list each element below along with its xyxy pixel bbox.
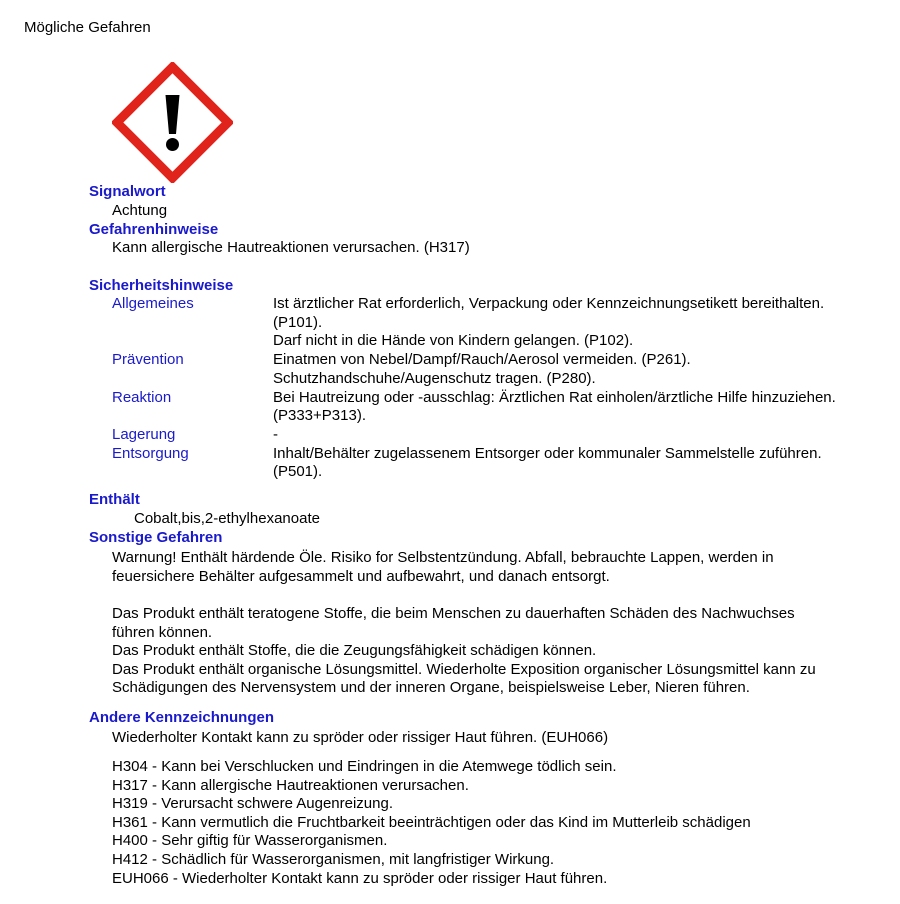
paragraph-line: führen können.: [112, 623, 213, 641]
other-hazards-paragraph-1: [112, 549, 774, 586]
precaution-text-line: (P333+P313).: [273, 407, 366, 424]
list-item: EUH066 - Wiederholter Kontakt kann zu spröder oder rissiger Haut führen.: [112, 869, 608, 887]
contains-value: Cobalt,bis,2-ethylhexanoate: [134, 510, 320, 527]
list-item: H361 - Kann vermutlich die Fruchtbarkeit beeinträchtigen oder das Kind im Mutterleib schädigen: [112, 813, 751, 831]
paragraph-line: Das Produkt enthält organische Lösungsmittel. Wiederholte Exposition organischer Lösungsmittel kann zu: [112, 660, 816, 678]
list-item: H400 - Sehr giftig für Wasserorganismen.: [112, 832, 388, 850]
hazard-statement-list: [112, 758, 751, 888]
paragraph-line: feuersichere Behälter aufgesammelt und aufbewahrt, und danach entsorgt.: [112, 567, 610, 585]
paragraph-line: Das Produkt enthält Stoffe, die die Zeugungsfähigkeit schädigen können.: [112, 642, 597, 660]
precaution-label-storage: Lagerung: [112, 426, 176, 443]
precaution-text-line: -: [273, 426, 278, 443]
precaution-label-prevention: Prävention: [112, 351, 184, 368]
list-item: H304 - Kann bei Verschlucken und Eindringen in die Atemwege tödlich sein.: [112, 758, 617, 775]
precaution-text-line: Schutzhandschuhe/Augenschutz tragen. (P280).: [273, 370, 596, 387]
page-title: Mögliche Gefahren: [24, 19, 151, 36]
other-labels-heading: Andere Kennzeichnungen: [89, 709, 275, 726]
paragraph-line: Das Produkt enthält teratogene Stoffe, die beim Menschen zu dauerhaften Schäden des Nachwuchses: [112, 605, 795, 622]
precaution-text-line: Inhalt/Behälter zugelassenem Entsorger oder kommunaler Sammelstelle zuführen.: [273, 445, 822, 462]
other-hazards-heading: Sonstige Gefahren: [89, 529, 223, 546]
precaution-label-response: Reaktion: [112, 389, 172, 406]
list-item: H412 - Schädlich für Wasserorganismen, mit langfristiger Wirkung.: [112, 850, 555, 868]
exclamation-mark-hazard-icon: [112, 62, 233, 183]
contains-heading: Enthält: [89, 491, 140, 508]
list-item: H317 - Kann allergische Hautreaktionen verursachen.: [112, 776, 469, 794]
precaution-label-disposal: Entsorgung: [112, 445, 189, 462]
precaution-text-line: Darf nicht in die Hände von Kindern gelangen. (P102).: [273, 332, 634, 349]
paragraph-line: Schädigungen des Nervensystem und der inneren Organe, beispielsweise Leber, Nieren führen.: [112, 679, 750, 697]
list-item: H319 - Verursacht schwere Augenreizung.: [112, 795, 393, 813]
precaution-text-line: Einatmen von Nebel/Dampf/Rauch/Aerosol vermeiden. (P261).: [273, 351, 691, 368]
precaution-text-line: Bei Hautreizung oder -ausschlag: Ärztlichen Rat einholen/ärztliche Hilfe hinzuziehen.: [273, 389, 836, 406]
other-hazards-paragraph-2: [112, 605, 816, 698]
precaution-text-line: (P101).: [273, 314, 323, 331]
precautionary-heading: Sicherheitshinweise: [89, 277, 234, 294]
precaution-text-line: Ist ärztlicher Rat erforderlich, Verpackung oder Kennzeichnungsetikett bereithalten.: [273, 295, 825, 312]
other-labels-intro: Wiederholter Kontakt kann zu spröder oder rissiger Haut führen. (EUH066): [112, 729, 609, 746]
signal-word-value: Achtung: [112, 202, 168, 219]
hazard-statements-value: Kann allergische Hautreaktionen verursachen. (H317): [112, 239, 470, 256]
paragraph-line: Warnung! Enthält härdende Öle. Risiko for Selbstentzündung. Abfall, bebrauchte Lappen, werden in: [112, 549, 774, 566]
signal-word-heading: Signalwort: [89, 183, 166, 200]
hazard-statements-heading: Gefahrenhinweise: [89, 221, 219, 238]
precaution-text-line: (P501).: [273, 463, 323, 480]
precaution-label-general: Allgemeines: [112, 295, 194, 312]
